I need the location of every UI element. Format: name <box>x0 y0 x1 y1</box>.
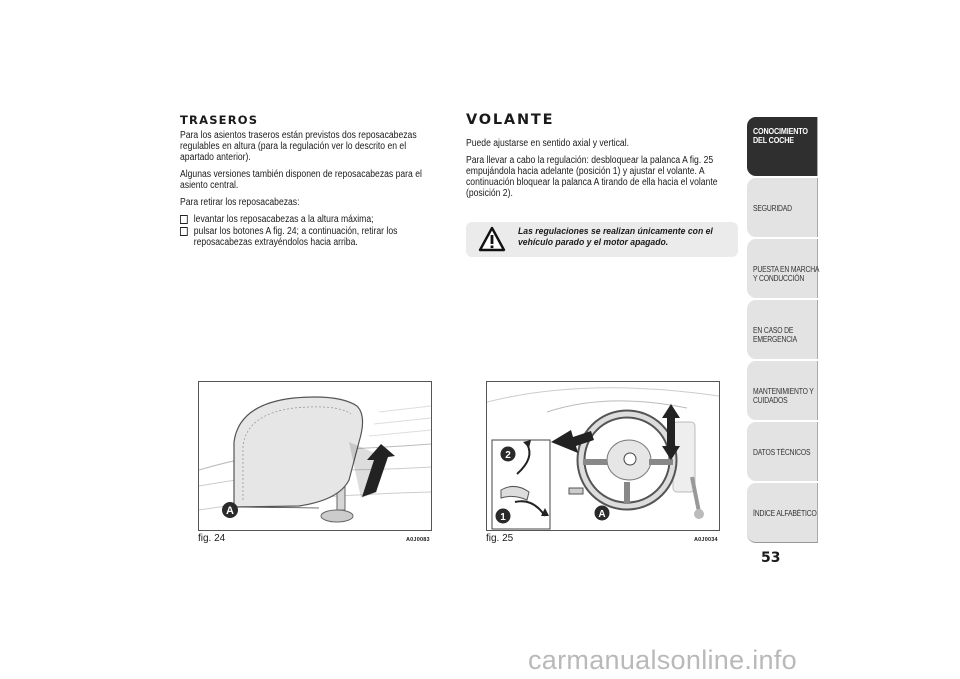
checkbox-bullet-icon <box>180 227 188 236</box>
traseros-paragraph-2: Algunas versiones también disponen de reposacabezas para el asiento central. <box>180 169 422 192</box>
tab-label: DATOS TÉCNICOS <box>753 448 811 457</box>
traseros-paragraph-3: Para retirar los reposacabezas: <box>180 197 300 209</box>
tab-label: EN CASO DE EMERGENCIA <box>753 326 798 344</box>
checkbox-bullet-icon <box>180 215 188 224</box>
tab-label: CONOCIMIENTO DEL COCHE <box>753 126 808 145</box>
bullet-item <box>180 214 438 225</box>
steering-illustration <box>487 382 719 530</box>
fig25-label-a: A <box>598 509 606 520</box>
figure-24-code: A0J0083 <box>406 537 430 543</box>
section-heading-traseros: TRASEROS <box>180 113 259 127</box>
bullet-item <box>180 226 438 248</box>
tab-label: PUESTA EN MARCHA Y CONDUCCIÓN <box>753 265 820 283</box>
volante-body <box>466 138 724 205</box>
bullet-text: levantar los reposacabezas a la altura máxima; <box>193 213 374 225</box>
fig24-label-a: A <box>226 505 234 517</box>
traseros-body <box>180 130 438 249</box>
tab-indice-alfabetico[interactable] <box>747 483 818 543</box>
warning-triangle-icon <box>478 226 506 252</box>
figure-25-code: A0J0034 <box>694 537 718 543</box>
fig25-label-2: 2 <box>505 450 511 461</box>
tab-label: SEGURIDAD <box>753 204 792 213</box>
tab-puesta-en-marcha[interactable] <box>747 239 818 298</box>
tab-en-caso-de-emergencia[interactable] <box>747 300 818 359</box>
figure-24-headrest <box>198 381 432 531</box>
bullet-text: pulsar los botones A fig. 24; a continuación, retirar los reposacabezas extrayéndolos hacia arriba. <box>193 225 398 249</box>
headrest-illustration <box>199 382 431 530</box>
traseros-paragraph-1: Para los asientos traseros están previstos dos reposacabezas regulables en altura (para la regulación ver lo descrito en el apartado anterior). <box>180 130 417 164</box>
fig25-label-1: 1 <box>500 512 506 523</box>
tab-label: MANTENIMIENTO Y CUIDADOS <box>753 387 814 405</box>
section-heading-volante: VOLANTE <box>466 112 555 128</box>
volante-paragraph-1: Puede ajustarse en sentido axial y vertical. <box>466 138 630 149</box>
chapter-tabs <box>747 117 818 545</box>
tab-datos-tecnicos[interactable] <box>747 422 818 481</box>
tab-label: ÍNDICE ALFABÉTICO <box>753 509 817 518</box>
tab-mantenimiento[interactable] <box>747 361 818 420</box>
tab-conocimiento-del-coche[interactable] <box>747 117 818 176</box>
warning-text: Las regulaciones se realizan únicamente con el vehículo parado y el motor apagado. <box>518 226 713 248</box>
figure-25-steering <box>486 381 720 531</box>
figure-24-caption: fig. 24 <box>198 533 226 544</box>
page-number: 53 <box>761 550 781 566</box>
figure-25-caption: fig. 25 <box>486 533 514 544</box>
watermark: carmanualsonline.info <box>528 645 797 675</box>
volante-paragraph-2: Para llevar a cabo la regulación: desbloquear la palanca A fig. 25 empujándola hacia adelante (posición 1) y ajustar el volante. A continuación bloquear la palanca A tirando de ella hacia el volante (posición 2). <box>466 154 718 200</box>
tab-seguridad[interactable] <box>747 178 818 237</box>
